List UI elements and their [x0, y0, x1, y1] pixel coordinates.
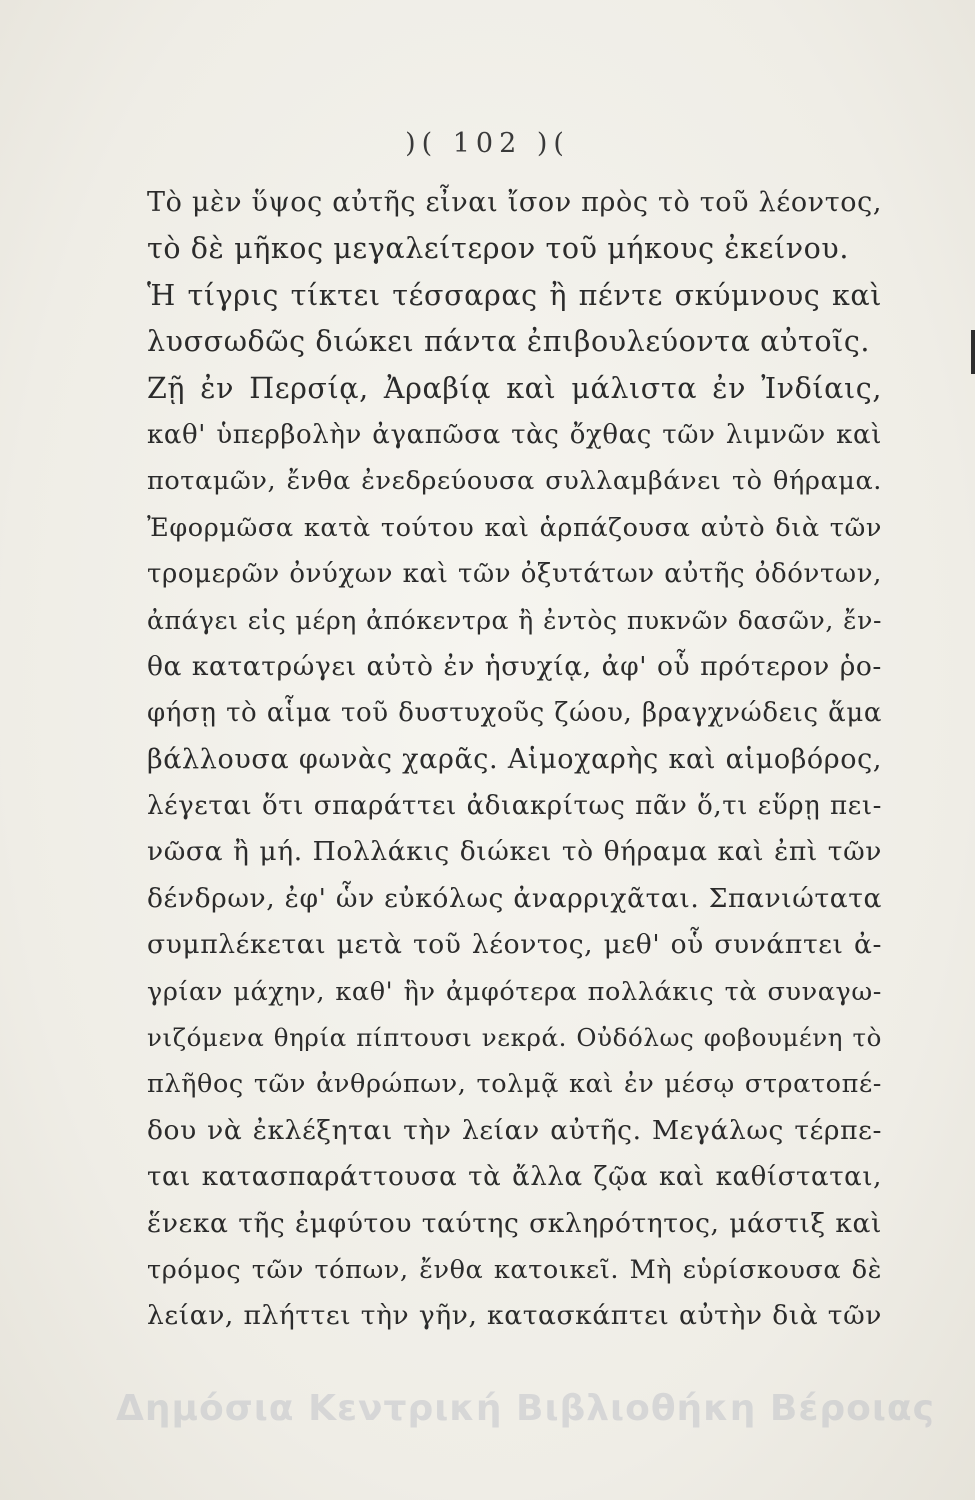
- text-line: πλῆθος τῶν ἀνθρώπων, τολμᾷ καὶ ἐν μέσῳ στρατοπέ-: [147, 1069, 882, 1100]
- text-line: νιζόμενα θηρία πίπτουσι νεκρά. Οὐδόλως φοβουμένη τὸ: [147, 1023, 882, 1053]
- text-line: γρίαν μάχην, καθ' ἣν ἀμφότερα πολλάκις τὰ συναγω-: [147, 976, 882, 1007]
- text-line: δου νὰ ἐκλέξηται τὴν λείαν αὐτῆς. Μεγάλως τέρπε-: [147, 1114, 882, 1146]
- text-line: τρομερῶν ὀνύχων καὶ τῶν ὀξυτάτων αὐτῆς ὀδόντων,: [147, 559, 882, 590]
- text-line: Ἐφορμῶσα κατὰ τούτου καὶ ἁρπάζουσα αὐτὸ διὰ τῶν: [147, 512, 882, 543]
- text-line: Ζῇ ἐν Περσίᾳ, Ἀραβίᾳ καὶ μάλιστα ἐν Ἰνδίαις,: [147, 371, 882, 405]
- page-edge-mark: [971, 330, 975, 374]
- text-line: καθ' ὑπερβολὴν ἀγαπῶσα τὰς ὄχθας τῶν λιμνῶν καὶ: [147, 419, 882, 450]
- text-line: Ἡ τίγρις τίκτει τέσσαρας ἢ πέντε σκύμνους καὶ: [147, 278, 882, 312]
- text-line: ται κατασπαράττουσα τὰ ἄλλα ζῷα καὶ καθίσταται,: [147, 1162, 882, 1193]
- text-line: θα κατατρώγει αὐτὸ ἐν ἡσυχίᾳ, ἀφ' οὗ πρότερον ῥο-: [147, 650, 882, 682]
- text-line: τρόμος τῶν τόπων, ἔνθα κατοικεῖ. Μὴ εὑρίσκουσα δὲ: [147, 1254, 882, 1285]
- text-line: λυσσωδῶς διώκει πάντα ἐπιβουλεύοντα αὐτοῖς.: [147, 325, 871, 359]
- text-line: ποταμῶν, ἔνθα ἐνεδρεύουσα συλλαμβάνει τὸ θήραμα.: [147, 466, 882, 497]
- text-line: ἀπάγει εἰς μέρη ἀπόκεντρα ἢ ἐντὸς πυκνῶν δασῶν, ἔν-: [147, 605, 882, 635]
- text-line: δένδρων, ἐφ' ὧν εὐκόλως ἀναρριχᾶται. Σπανιώτατα: [147, 882, 882, 914]
- library-watermark: Δημόσια Κεντρική Βιβλιοθήκη Βέροιας: [116, 1388, 935, 1429]
- text-line: Τὸ μὲν ὕψος αὐτῆς εἶναι ἴσον πρὸς τὸ τοῦ λέοντος,: [147, 187, 882, 218]
- page-number: )( 102 )(: [405, 128, 570, 159]
- text-line: νῶσα ἢ μή. Πολλάκις διώκει τὸ θήραμα καὶ ἐπὶ τῶν: [147, 836, 882, 868]
- text-line: ἕνεκα τῆς ἐμφύτου ταύτης σκληρότητος, μάστιξ καὶ: [147, 1207, 882, 1239]
- text-line: φήσῃ τὸ αἷμα τοῦ δυστυχοῦς ζώου, βραγχνώδεις ἅμα: [147, 698, 882, 729]
- text-line: βάλλουσα φωνὰς χαρᾶς. Αἱμοχαρὴς καὶ αἱμοβόρος,: [147, 743, 882, 775]
- text-line: λείαν, πλήττει τὴν γῆν, κατασκάπτει αὐτὴν διὰ τῶν: [147, 1300, 882, 1332]
- body-text: [147, 180, 882, 1340]
- text-line: συμπλέκεται μετὰ τοῦ λέοντος, μεθ' οὗ συνάπτει ἀ-: [147, 929, 882, 961]
- text-line: τὸ δὲ μῆκος μεγαλείτερον τοῦ μήκους ἐκείνου.: [147, 232, 850, 266]
- text-line: λέγεται ὅτι σπαράττει ἀδιακρίτως πᾶν ὅ,τι εὕρῃ πει-: [147, 791, 882, 822]
